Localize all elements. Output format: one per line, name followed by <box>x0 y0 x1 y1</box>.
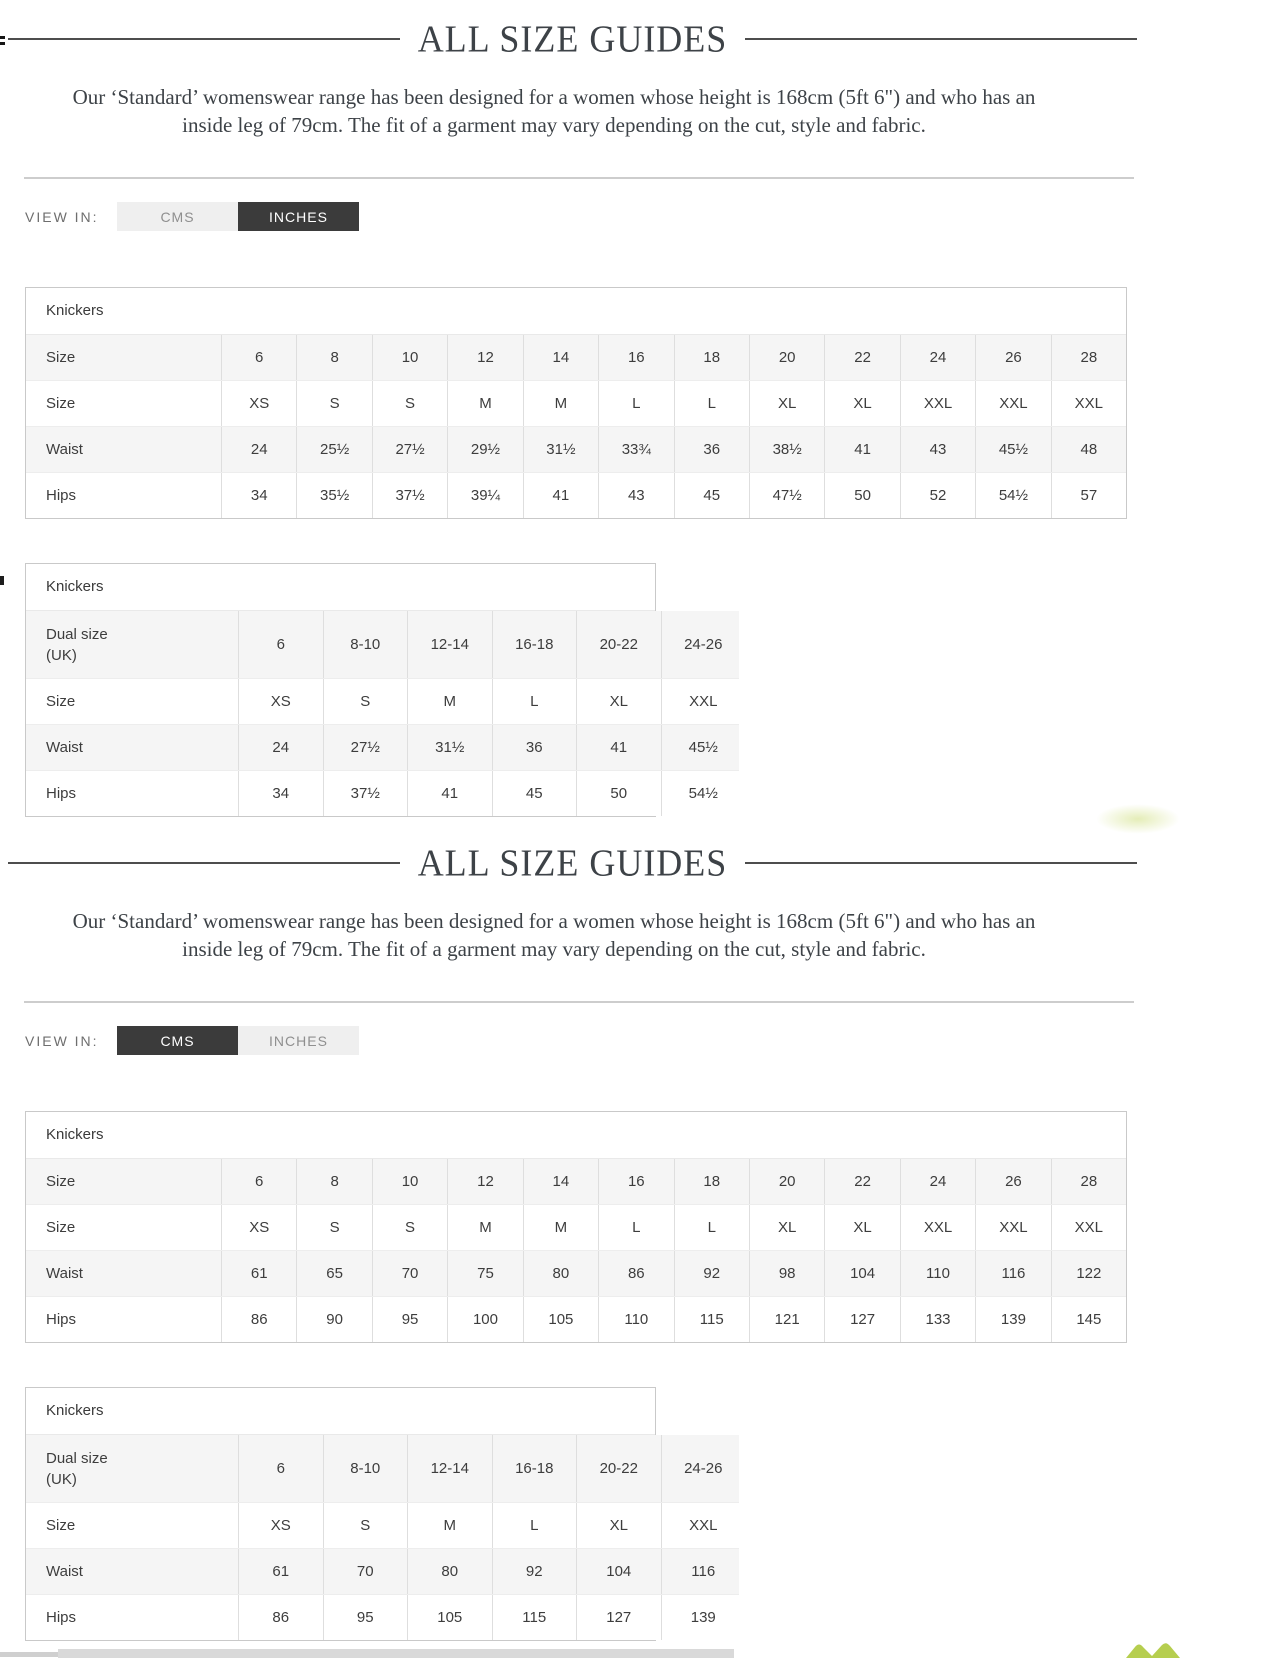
left-edge-dash-icon <box>0 576 4 585</box>
table-caption: Knickers <box>26 288 1126 335</box>
table-row <box>26 1548 739 1594</box>
title-rule-left <box>8 862 400 864</box>
size-cell: 75 <box>447 1251 522 1296</box>
size-cell: S <box>372 381 447 426</box>
size-table <box>25 563 723 817</box>
size-cell: XXL <box>900 381 975 426</box>
size-cell: 24-26 <box>661 611 746 678</box>
size-cell: XXL <box>975 1205 1050 1250</box>
table-row <box>26 678 739 724</box>
table-row <box>26 611 739 678</box>
size-cell: 8-10 <box>323 611 408 678</box>
size-cell: S <box>296 1205 371 1250</box>
size-cell: XL <box>824 381 899 426</box>
size-cell: 14 <box>523 335 598 380</box>
row-label: Waist <box>46 441 83 458</box>
row-label: Waist <box>46 1563 83 1580</box>
size-cell: 95 <box>372 1297 447 1342</box>
size-cell: 48 <box>1051 427 1126 472</box>
size-cell: 37½ <box>323 771 408 816</box>
size-cell: 20-22 <box>576 1435 661 1502</box>
size-cell: 41 <box>824 427 899 472</box>
size-cell: 54½ <box>975 473 1050 518</box>
size-cell: 20-22 <box>576 611 661 678</box>
size-table <box>25 1111 1127 1343</box>
size-cell: 18 <box>674 1159 749 1204</box>
size-cell: 41 <box>576 725 661 770</box>
size-cell: 34 <box>221 473 296 518</box>
size-cell: 95 <box>323 1595 408 1640</box>
size-cell: 43 <box>900 427 975 472</box>
size-cell: 86 <box>221 1297 296 1342</box>
size-cell: 45½ <box>975 427 1050 472</box>
row-label: Hips <box>46 785 77 802</box>
size-cell: M <box>407 679 492 724</box>
table-row <box>26 1159 1126 1204</box>
size-cell: S <box>296 381 371 426</box>
row-label: Dual size (UK) <box>46 1449 108 1488</box>
size-cell: 31½ <box>523 427 598 472</box>
unit-toggle-row <box>25 202 359 231</box>
size-cell: 14 <box>523 1159 598 1204</box>
table-row <box>26 1502 739 1548</box>
size-cell: 105 <box>407 1595 492 1640</box>
size-cell: 24 <box>221 427 296 472</box>
row-label: Dual size (UK) <box>46 625 108 664</box>
size-cell: 12-14 <box>407 611 492 678</box>
size-cell: XS <box>238 1503 323 1548</box>
size-cell: 29½ <box>447 427 522 472</box>
size-cell: XXL <box>1051 381 1126 426</box>
size-cell: 50 <box>576 771 661 816</box>
size-cell: XS <box>221 1205 296 1250</box>
section-title-row <box>8 18 1137 60</box>
table-row <box>26 380 1126 426</box>
size-cell: 31½ <box>407 725 492 770</box>
bottom-strip <box>58 1649 734 1658</box>
page-title: ALL SIZE GUIDES <box>417 842 728 884</box>
size-cell: L <box>598 1205 673 1250</box>
size-cell: 12 <box>447 1159 522 1204</box>
size-cell: L <box>492 1503 577 1548</box>
row-label: Waist <box>46 1265 83 1282</box>
table-row <box>26 426 1126 472</box>
size-cell: 24 <box>238 725 323 770</box>
size-cell: 105 <box>523 1297 598 1342</box>
size-cell: 28 <box>1051 1159 1126 1204</box>
size-cell: M <box>523 1205 598 1250</box>
size-cell: 28 <box>1051 335 1126 380</box>
row-label: Hips <box>46 1609 77 1626</box>
size-cell: 37½ <box>372 473 447 518</box>
size-cell: 26 <box>975 335 1050 380</box>
size-cell: XS <box>238 679 323 724</box>
size-table <box>25 1387 723 1641</box>
bottom-strip-left <box>0 1652 58 1657</box>
title-rule-right <box>745 38 1137 40</box>
size-cell: 20 <box>749 335 824 380</box>
size-cell: XS <box>221 381 296 426</box>
size-cell: 86 <box>598 1251 673 1296</box>
size-cell: M <box>407 1503 492 1548</box>
size-cell: 38½ <box>749 427 824 472</box>
size-cell: XXL <box>975 381 1050 426</box>
size-cell: 116 <box>661 1549 746 1594</box>
table-row <box>26 335 1126 380</box>
size-cell: XL <box>749 381 824 426</box>
size-cell: 34 <box>238 771 323 816</box>
size-cell: 139 <box>661 1595 746 1640</box>
size-cell: 47½ <box>749 473 824 518</box>
size-cell: XL <box>824 1205 899 1250</box>
size-cell: 65 <box>296 1251 371 1296</box>
size-cell: 41 <box>407 771 492 816</box>
table-caption: Knickers <box>26 1388 655 1435</box>
size-cell: XXL <box>900 1205 975 1250</box>
size-table <box>25 287 1127 519</box>
size-cell: XL <box>749 1205 824 1250</box>
size-cell: 22 <box>824 335 899 380</box>
size-cell: 80 <box>523 1251 598 1296</box>
size-cell: 139 <box>975 1297 1050 1342</box>
size-cell: 45 <box>674 473 749 518</box>
size-cell: 50 <box>824 473 899 518</box>
size-cell: 70 <box>372 1251 447 1296</box>
row-label: Size <box>46 395 76 412</box>
size-cell: 35½ <box>296 473 371 518</box>
unit-toggle-button[interactable]: CMS <box>117 202 238 231</box>
title-rule-right <box>745 862 1137 864</box>
size-cell: 110 <box>900 1251 975 1296</box>
size-cell: 10 <box>372 1159 447 1204</box>
size-cell: 36 <box>492 725 577 770</box>
size-cell: 33¾ <box>598 427 673 472</box>
table-row <box>26 724 739 770</box>
page-title: ALL SIZE GUIDES <box>417 18 728 60</box>
unit-toggle-button[interactable]: CMS <box>117 1026 238 1055</box>
size-cell: XXL <box>1051 1205 1126 1250</box>
size-cell: 24 <box>900 335 975 380</box>
size-cell: 86 <box>238 1595 323 1640</box>
size-cell: 80 <box>407 1549 492 1594</box>
size-cell: 16 <box>598 335 673 380</box>
size-cell: M <box>447 381 522 426</box>
size-cell: 16 <box>598 1159 673 1204</box>
size-cell: 121 <box>749 1297 824 1342</box>
table-caption: Knickers <box>26 1112 1126 1159</box>
size-cell: 54½ <box>661 771 746 816</box>
unit-toggle-button[interactable]: INCHES <box>238 1026 359 1055</box>
size-cell: 20 <box>749 1159 824 1204</box>
table-row <box>26 1435 739 1502</box>
size-cell: M <box>523 381 598 426</box>
size-cell: 6 <box>221 335 296 380</box>
size-cell: 41 <box>523 473 598 518</box>
intro-text: Our ‘Standard’ womenswear range has been designed for a women whose height is 168cm (5ft 6") and who has an inside leg of 79cm. The fit of a garment may vary depending on the cut, style and fabric. <box>72 909 1036 961</box>
size-cell: 16-18 <box>492 611 577 678</box>
size-cell: XXL <box>661 679 746 724</box>
table-row <box>26 1204 1126 1250</box>
size-cell: 22 <box>824 1159 899 1204</box>
size-cell: 115 <box>492 1595 577 1640</box>
title-rule-left <box>8 38 400 40</box>
row-label: Waist <box>46 739 83 756</box>
size-cell: 127 <box>576 1595 661 1640</box>
row-label: Hips <box>46 1311 77 1328</box>
size-cell: 8 <box>296 335 371 380</box>
row-label: Size <box>46 693 76 710</box>
table-row <box>26 770 739 816</box>
size-cell: 16-18 <box>492 1435 577 1502</box>
size-cell: 70 <box>323 1549 408 1594</box>
row-label: Size <box>46 1219 76 1236</box>
table-body <box>26 1435 739 1640</box>
size-cell: 104 <box>824 1251 899 1296</box>
table-row <box>26 1250 1126 1296</box>
view-in-label: VIEW IN: <box>25 208 99 225</box>
intro-text: Our ‘Standard’ womenswear range has been designed for a women whose height is 168cm (5ft 6") and who has an inside leg of 79cm. The fit of a garment may vary depending on the cut, style and fabric. <box>72 85 1036 137</box>
section-title-row <box>8 842 1137 884</box>
green-arrow-artifact-icon <box>1126 1641 1180 1658</box>
size-cell: 18 <box>674 335 749 380</box>
size-cell: 145 <box>1051 1297 1126 1342</box>
unit-toggle-button[interactable]: INCHES <box>238 202 359 231</box>
size-cell: 45 <box>492 771 577 816</box>
size-cell: XXL <box>661 1503 746 1548</box>
size-cell: 12-14 <box>407 1435 492 1502</box>
size-cell: 12 <box>447 335 522 380</box>
size-cell: 36 <box>674 427 749 472</box>
size-cell: 39¼ <box>447 473 522 518</box>
row-label: Size <box>46 349 76 366</box>
size-cell: 92 <box>674 1251 749 1296</box>
size-cell: 110 <box>598 1297 673 1342</box>
left-edge-mark-icon <box>0 36 5 45</box>
row-label: Size <box>46 1173 76 1190</box>
row-label: Hips <box>46 487 77 504</box>
size-cell: 8-10 <box>323 1435 408 1502</box>
row-label: Size <box>46 1517 76 1534</box>
size-cell: 24 <box>900 1159 975 1204</box>
table-body <box>26 1159 1126 1342</box>
section-divider <box>24 177 1134 179</box>
size-cell: L <box>598 381 673 426</box>
size-cell: 24-26 <box>661 1435 746 1502</box>
size-cell: 92 <box>492 1549 577 1594</box>
size-cell: 90 <box>296 1297 371 1342</box>
table-row <box>26 472 1126 518</box>
size-cell: 27½ <box>323 725 408 770</box>
size-cell: 61 <box>221 1251 296 1296</box>
size-cell: L <box>674 1205 749 1250</box>
size-cell: 116 <box>975 1251 1050 1296</box>
size-cell: 61 <box>238 1549 323 1594</box>
size-cell: M <box>447 1205 522 1250</box>
table-body <box>26 611 739 816</box>
size-cell: 27½ <box>372 427 447 472</box>
size-cell: XL <box>576 679 661 724</box>
size-cell: 104 <box>576 1549 661 1594</box>
size-cell: XL <box>576 1503 661 1548</box>
size-cell: 133 <box>900 1297 975 1342</box>
table-row <box>26 1296 1126 1342</box>
size-cell: 6 <box>238 611 323 678</box>
view-in-label: VIEW IN: <box>25 1032 99 1049</box>
size-cell: S <box>323 679 408 724</box>
section-divider <box>24 1001 1134 1003</box>
size-cell: 10 <box>372 335 447 380</box>
size-cell: 127 <box>824 1297 899 1342</box>
faint-green-blob <box>1096 804 1180 834</box>
size-cell: 6 <box>221 1159 296 1204</box>
size-cell: 6 <box>238 1435 323 1502</box>
unit-toggle-row <box>25 1026 359 1055</box>
size-cell: S <box>372 1205 447 1250</box>
size-cell: 52 <box>900 473 975 518</box>
size-cell: S <box>323 1503 408 1548</box>
size-guide-section <box>0 0 1267 824</box>
size-cell: 57 <box>1051 473 1126 518</box>
size-cell: 45½ <box>661 725 746 770</box>
size-cell: 8 <box>296 1159 371 1204</box>
size-cell: 122 <box>1051 1251 1126 1296</box>
size-cell: L <box>674 381 749 426</box>
size-cell: 100 <box>447 1297 522 1342</box>
size-cell: 115 <box>674 1297 749 1342</box>
table-body <box>26 335 1126 518</box>
size-guide-section <box>0 824 1267 1648</box>
table-caption: Knickers <box>26 564 655 611</box>
size-cell: 26 <box>975 1159 1050 1204</box>
size-cell: L <box>492 679 577 724</box>
table-row <box>26 1594 739 1640</box>
size-cell: 98 <box>749 1251 824 1296</box>
size-cell: 43 <box>598 473 673 518</box>
size-cell: 25½ <box>296 427 371 472</box>
